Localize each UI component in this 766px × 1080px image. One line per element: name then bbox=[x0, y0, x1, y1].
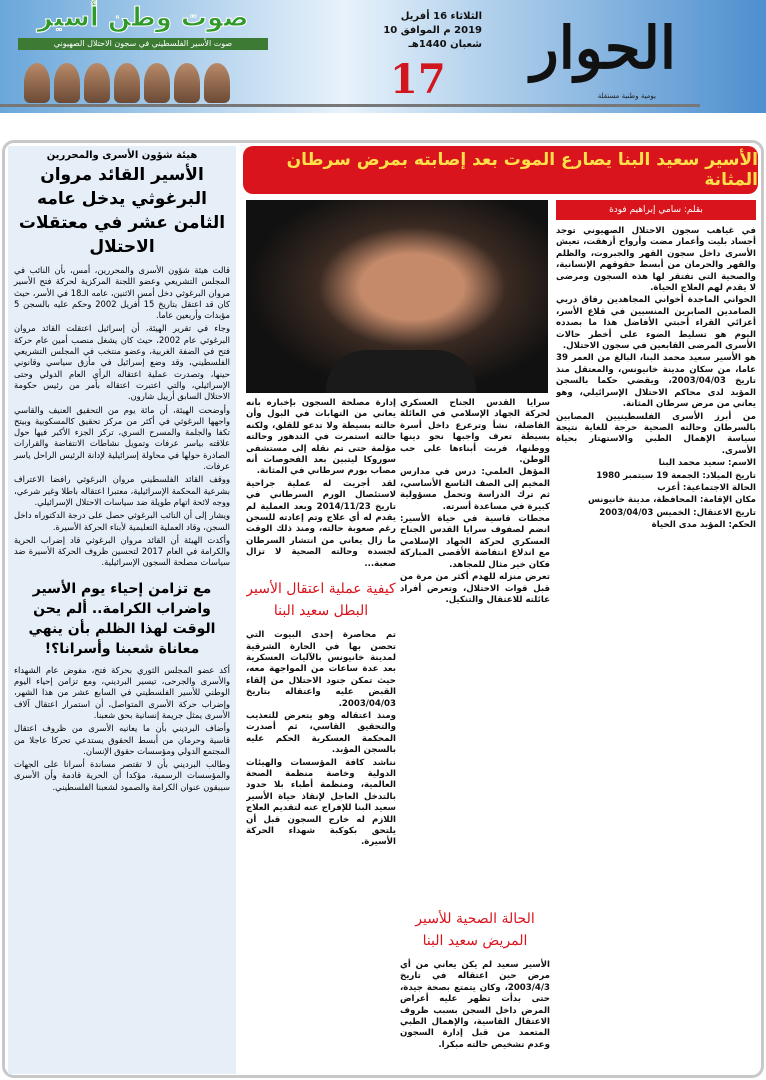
paragraph: إدارة مصلحة السجون بإخباره بأنه يعاني من التهابات في البول وأن حالته بسيطة ولا تدعو للقلق، ولكنه حالته استمرت في التدهور وحالته مؤلمة حتى تم نقله إلى مستشفى سوروكا ليتبين بعد الفحوصات أنه مصاب بورم سرطاني في المثانة. bbox=[246, 398, 396, 477]
main-headline: الأسير سعيد البنا يصارع الموت بعد إصابته بمرض سرطان المثانة bbox=[243, 146, 758, 194]
date-line bbox=[372, 10, 482, 52]
column-left bbox=[246, 398, 396, 1074]
paragraph: تاريخ الميلاد: الجمعة 19 سبتمبر 1980 bbox=[596, 470, 756, 481]
paragraph: في غياهب سجون الاحتلال الصهيوني توجد أجساد بليت وأعمار مضت وأرواح أزهقت، تعيش الأسرى داخل سجون القهر والجبروت، والظلم والقهر والحرمان من أبسط حقوقهم الإنسانية، والصحية التي تفتقر لها هذه السجون ومرضى لا يقدم لهم العلاج الحياة. bbox=[556, 226, 756, 294]
subheading-health: الحالة الصحية للأسير المريض سعيد البنا bbox=[415, 911, 535, 949]
paragraph: وطالب البرديني بأن لا تقتصر مساندة أسرانا على الجهات والمؤسسات الرسمية، مؤكدا أن الحرية قادمة وأن الأسرى سيبقون عنوان الكرامة والصمود لشعبنا الفلسطيني. bbox=[14, 759, 230, 792]
left-article bbox=[8, 146, 236, 1074]
prisoner-portraits bbox=[10, 58, 230, 103]
paragraph: وأكدت الهيئة أن القائد مروان البرغوثي قاد إضراب الحرية والكرامة في العام 2017 لتحسين ظروف الحركة الأسيرة ضد سياسات مصلحة السجون الإسرائيلية. bbox=[14, 534, 230, 568]
paragraph: وأوضحت الهيئة، أن مائة يوم من التحقيق العنيف والقاسي واجهها البرغوثي في أكثر من مركز تحقيق كالمسكوبية وبيتح تكفا والجلمة والمسرح السري، تركز الجزء الأكبر فيها حول علاقته بياسر عرفات وتمويل نشاطات الانتفاضة والقرارات الصادرة حولها في محاولة إسرائيلية لإدانة الرئيس الراحل ياسر عرفات. bbox=[14, 404, 230, 472]
second-headline: مع تزامن إحياء يوم الأسير واضراب الكرامة.. ألم يحن الوقت لهذا الظلم بأن ينهي معاناة شعبنا وأسرانا؟! bbox=[28, 580, 216, 657]
subheading-arrest: كيفية عملية اعتقال الأسير البطل سعيد البنا bbox=[246, 581, 396, 620]
paragraph: الحكم: المؤبد مدى الحياة bbox=[651, 520, 756, 531]
paragraph: الحالة الاجتماعية: أعزب bbox=[657, 482, 756, 493]
column-middle bbox=[400, 398, 550, 900]
portrait bbox=[144, 63, 170, 103]
section-slogan: صوت وطن أسير bbox=[37, 3, 249, 33]
page-number: 17 bbox=[390, 56, 446, 103]
date-line-2: 2019 م الموافق 10 bbox=[383, 25, 482, 36]
prisoner-photo bbox=[246, 200, 548, 393]
newspaper-logo: الحوار bbox=[530, 14, 676, 82]
paragraph: وأضاف البرديني بأن ما يعانيه الأسرى من ظروف اعتقال قاسية وحرمان من أبسط الحقوق يستدعي تحركا عاجلا من المجتمع الدولي ومؤسسات حقوق الإنسان. bbox=[14, 723, 230, 756]
paragraph: هو الأسير سعيد محمد البنا، البالغ من العمر 39 عاما، من سكان مدينة خانيونس، والمعتقل منذ تاريخ 2003/04/03، ويقضي حكما بالسجن المؤبد لدى محاكم الاحتلال الإسرائيلي، وهو يعاني من مرض سرطان المثانة. bbox=[556, 353, 756, 410]
portrait bbox=[114, 63, 140, 103]
paragraph: وجاء في تقرير الهيئة، أن إسرائيل اعتقلت القائد مروان البرغوثي عام 2002، حيث كان يشغل منصب أمين عام حركة فتح في الضفة الغربية، وعضو منتخب في المجلس التشريعي الفلسطيني، وقد وضع إسرائيل في مأزق سياسي وقانوني حينها، وتصدرت عملية اعتقاله الرأي العام الدولي وحتى الإسرائيلي، والتي اعتبرت اعتقاله بأمر من رئيس حكومة الاحتلال السابق أرييل شارون. bbox=[14, 323, 230, 402]
paragraph: تعرض منزله للهدم أكثر من مرة من قبل قوات الاحتلال، وتعرض أفراد عائلته للاعتقال والتنكيل. bbox=[400, 572, 550, 605]
portrait bbox=[174, 63, 200, 103]
photo-shirt bbox=[326, 350, 476, 393]
portrait bbox=[54, 63, 80, 103]
date-line-1: الثلاثاء 16 أفريل bbox=[400, 11, 482, 22]
paragraph: مكان الإقامة: المحافظة، مدينة خانيونس bbox=[588, 495, 756, 506]
paragraph: سرايا القدس الجناح العسكري لحركة الجهاد الإسلامي في العائلة الفاضلة، نشأ وترعرع داخل أسرة بسيطة تعرف واجبها نحو دينها ووطنها، فربت أبناءها على حب الوطن. bbox=[400, 398, 550, 466]
portrait bbox=[84, 63, 110, 103]
barbed-wire bbox=[0, 104, 700, 107]
paragraph: نناشد كافة المؤسسات والهيئات الدولية وخاصة منظمة الصحة العالمية، ومنظمة أطباء بلا حدود بالتدخل العاجل لإنقاذ حياة الأسير سعيد البنا للإفراج عنه لتقديم العلاج اللازم له خارج السجون قبل أن يلتحق بكوكبة شهداء الحركة الأسيرة. bbox=[246, 757, 396, 848]
paragraph: ومنذ اعتقاله وهو يتعرض للتعذيب والتحقيق القاسي، ثم أصدرت المحكمة العسكرية الحكم عليه بالسجن المؤبد. bbox=[246, 710, 396, 756]
byline: بقلم: سامي إبراهيم فودة bbox=[556, 200, 756, 220]
paragraph: تاريخ الاعتقال: الخميس 2003/04/03 bbox=[599, 507, 756, 518]
portrait bbox=[24, 63, 50, 103]
masthead-banner bbox=[0, 0, 766, 113]
paragraph: أكد عضو المجلس الثوري بحركة فتح، مفوض عام الشهداء والأسرى والجرحى، تيسير البرديني، ومع تزامن إحياء اليوم الوطني للأسير الفلسطيني في السابع عشر من هذا الشهر، وإضراب حركة الأسرى المتواصل، أن استمرار اعتقال آلاف الأسرى يمثل جريمة إنسانية بحق شعبنا. bbox=[14, 664, 230, 720]
article-kicker: هيئة شؤون الأسرى والمحررين bbox=[46, 150, 198, 161]
portrait bbox=[204, 63, 230, 103]
paragraph: قالت هيئة شؤون الأسرى والمحررين، أمس، بأن النائب في المجلس التشريعي وعضو اللجنة المركزية لحركة فتح الأسير مروان البرغوثي دخل أمس الاثنين، عامه الـ18 في الأسر، حيث كان قد اعتقل بتاريخ 15 أفريل 2002 وحكم عليه بالسجن 5 مؤبدات وأربعين عاما. bbox=[14, 265, 231, 321]
paragraph: المؤهل العلمي: درس في مدارس المخيم إلى الصف التاسع الأساسي، ثم ترك الدراسة وتحمل مسؤولية كبيرة في مساعدة أسرته. bbox=[400, 467, 550, 512]
paragraph: لقد أجريت له عملية جراحية لاستئصال الورم السرطاني في تاريخ 2014/11/23 وبعد العملية لم يقدم له أي علاج وتم إعادته للسجن رغم صعوبة حالته، ومنذ ذلك الوقت ما زال يعاني من انتشار السرطان لجسده وحالته الصحية لا تزال صعبة... bbox=[246, 478, 396, 569]
paragraph: محطات قاسية في حياة الأسير: انضم لصفوف سرايا القدس الجناح العسكري لحركة الجهاد الإسلامي مع اندلاع انتفاضة الأقصى المباركة فكان خير مثال للمجاهد. bbox=[400, 514, 550, 570]
paragraph: الأسير سعيد لم يكن يعاني من أي مرض حين اعتقاله في تاريخ 2003/4/3، وكان يتمتع بصحة جيدة، حتى بدأت تظهر عليه أعراض المرض داخل السجن بسبب ظروف الاعتقال القاسية، والإهمال الطبي المتعمد من قبل إدارة السجون وعدم تشخيص حالته مبكرا. bbox=[400, 960, 550, 1050]
paragraph: ووقف القائد الفلسطيني مروان البرغوثي رافضا الاعتراف بشرعية المحكمة الإسرائيلية، معتبرا اعتقاله باطلا وغير شرعي، ووجه لائحة اتهام طويلة ضد سياسات الاحتلال الإسرائيلي. bbox=[14, 474, 230, 507]
paragraph: الاسم: سعيد محمد البنا bbox=[658, 458, 756, 469]
date-line-3: شعبان 1440هـ bbox=[408, 39, 482, 50]
article-headline: الأسير القائد مروان البرغوثي يدخل عامه الثامن عشر في معتقلات الاحتلال bbox=[18, 165, 226, 257]
health-section bbox=[400, 906, 550, 1074]
column-right bbox=[556, 226, 756, 1074]
paragraph: من أبرز الأسرى الفلسطينيين المصابين بالسرطان وحالته الصحية حرجة للغاية نتيجة سياسة الإهمال الطبي والاستهتار بحياة الأسرى. bbox=[556, 411, 756, 456]
section-subtitle: صوت الأسير الفلسطيني في سجون الاحتلال الصهيوني bbox=[18, 38, 268, 50]
paragraph: ويشار إلى أن النائب البرغوثي حصل على درجة الدكتوراه داخل السجن، وقاد العملية التعليمية لأبناء الحركة الأسيرة. bbox=[14, 510, 230, 532]
tagline: يومية وطنية مستقلة bbox=[597, 92, 656, 100]
paragraph: الحواني الماجدة أخواني المجاهدين رفاق دربي الصامدين الصابرين المنسيين في قلاع الأسر، أعزائي القراء أحبتي الأفاضل هذا ما بصدده اليوم هو تسليط الضوء على أخطر حالات الأسرى المرضى القابعين في سجون الاحتلال. bbox=[556, 295, 756, 352]
paragraph: تم محاصرة إحدى البيوت التي تحصن بها في الحارة الشرقية لمدينة خانيونس بالآليات العسكرية بعد عدة ساعات من المواجهة معه، حيث تمكن جنود الاحتلال من إلقاء القبض عليه واعتقاله بتاريخ 2003/04/03. bbox=[246, 630, 396, 709]
